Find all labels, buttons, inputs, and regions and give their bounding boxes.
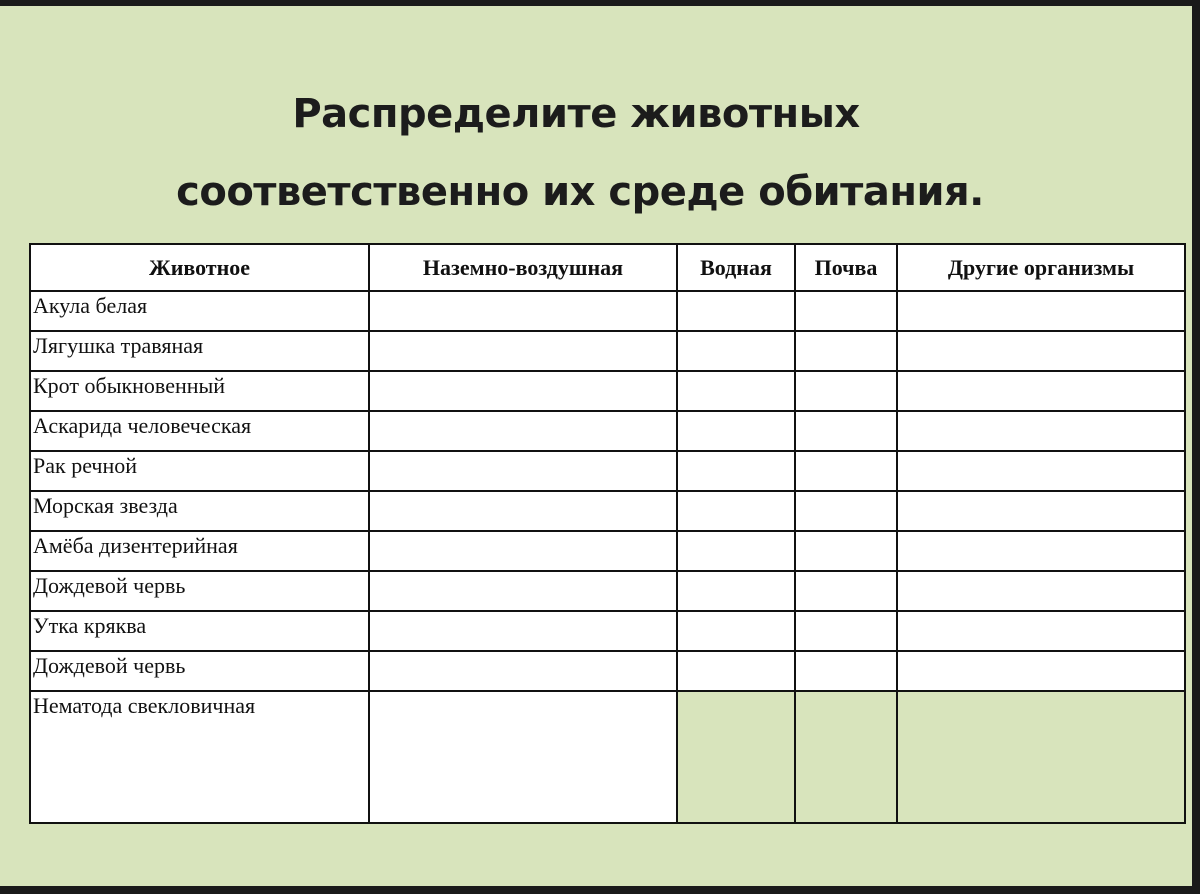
table-row (30, 331, 1185, 371)
soil-cell[interactable] (795, 611, 897, 651)
soil-cell[interactable] (795, 491, 897, 531)
header-other-organisms: Другие организмы (897, 244, 1185, 291)
other-cell[interactable] (897, 451, 1185, 491)
slide (0, 6, 1192, 886)
animal-cell: Морская звезда (30, 491, 369, 531)
habitat-table (29, 243, 1186, 824)
terrestrial-cell[interactable] (369, 691, 677, 823)
aquatic-cell[interactable] (677, 691, 795, 823)
terrestrial-cell[interactable] (369, 411, 677, 451)
table-header-row (30, 244, 1185, 291)
other-cell[interactable] (897, 651, 1185, 691)
other-cell[interactable] (897, 371, 1185, 411)
soil-cell[interactable] (795, 291, 897, 331)
soil-cell[interactable] (795, 571, 897, 611)
aquatic-cell[interactable] (677, 371, 795, 411)
aquatic-cell[interactable] (677, 611, 795, 651)
aquatic-cell[interactable] (677, 331, 795, 371)
terrestrial-cell[interactable] (369, 651, 677, 691)
table-row (30, 371, 1185, 411)
header-animal: Животное (30, 244, 369, 291)
animal-cell: Утка кряква (30, 611, 369, 651)
header-aquatic: Водная (677, 244, 795, 291)
other-cell[interactable] (897, 411, 1185, 451)
table-row (30, 691, 1185, 823)
animal-cell: Лягушка травяная (30, 331, 369, 371)
animal-cell: Дождевой червь (30, 571, 369, 611)
other-cell[interactable] (897, 491, 1185, 531)
table-row (30, 411, 1185, 451)
aquatic-cell[interactable] (677, 571, 795, 611)
animal-cell: Рак речной (30, 451, 369, 491)
soil-cell[interactable] (795, 411, 897, 451)
aquatic-cell[interactable] (677, 491, 795, 531)
other-cell[interactable] (897, 691, 1185, 823)
soil-cell[interactable] (795, 531, 897, 571)
other-cell[interactable] (897, 331, 1185, 371)
animal-cell: Дождевой червь (30, 651, 369, 691)
table-row (30, 491, 1185, 531)
aquatic-cell[interactable] (677, 451, 795, 491)
table-row (30, 571, 1185, 611)
aquatic-cell[interactable] (677, 411, 795, 451)
aquatic-cell[interactable] (677, 651, 795, 691)
terrestrial-cell[interactable] (369, 451, 677, 491)
header-soil: Почва (795, 244, 897, 291)
animal-cell: Акула белая (30, 291, 369, 331)
animal-cell: Крот обыкновенный (30, 371, 369, 411)
header-terrestrial-air: Наземно-воздушная (369, 244, 677, 291)
other-cell[interactable] (897, 291, 1185, 331)
animal-cell: Нематода свекловичная (30, 691, 369, 823)
soil-cell[interactable] (795, 651, 897, 691)
table-row (30, 611, 1185, 651)
table-row (30, 291, 1185, 331)
soil-cell[interactable] (795, 691, 897, 823)
table-row (30, 531, 1185, 571)
aquatic-cell[interactable] (677, 291, 795, 331)
aquatic-cell[interactable] (677, 531, 795, 571)
table-row (30, 451, 1185, 491)
title-line-2: соответственно их среде обитания. (176, 169, 984, 215)
terrestrial-cell[interactable] (369, 331, 677, 371)
other-cell[interactable] (897, 531, 1185, 571)
soil-cell[interactable] (795, 451, 897, 491)
terrestrial-cell[interactable] (369, 491, 677, 531)
animal-cell: Амёба дизентерийная (30, 531, 369, 571)
soil-cell[interactable] (795, 371, 897, 411)
terrestrial-cell[interactable] (369, 611, 677, 651)
animal-cell: Аскарида человеческая (30, 411, 369, 451)
terrestrial-cell[interactable] (369, 531, 677, 571)
other-cell[interactable] (897, 611, 1185, 651)
terrestrial-cell[interactable] (369, 571, 677, 611)
terrestrial-cell[interactable] (369, 371, 677, 411)
title-line-1: Распределите животных (292, 91, 860, 137)
terrestrial-cell[interactable] (369, 291, 677, 331)
other-cell[interactable] (897, 571, 1185, 611)
table-row (30, 651, 1185, 691)
soil-cell[interactable] (795, 331, 897, 371)
